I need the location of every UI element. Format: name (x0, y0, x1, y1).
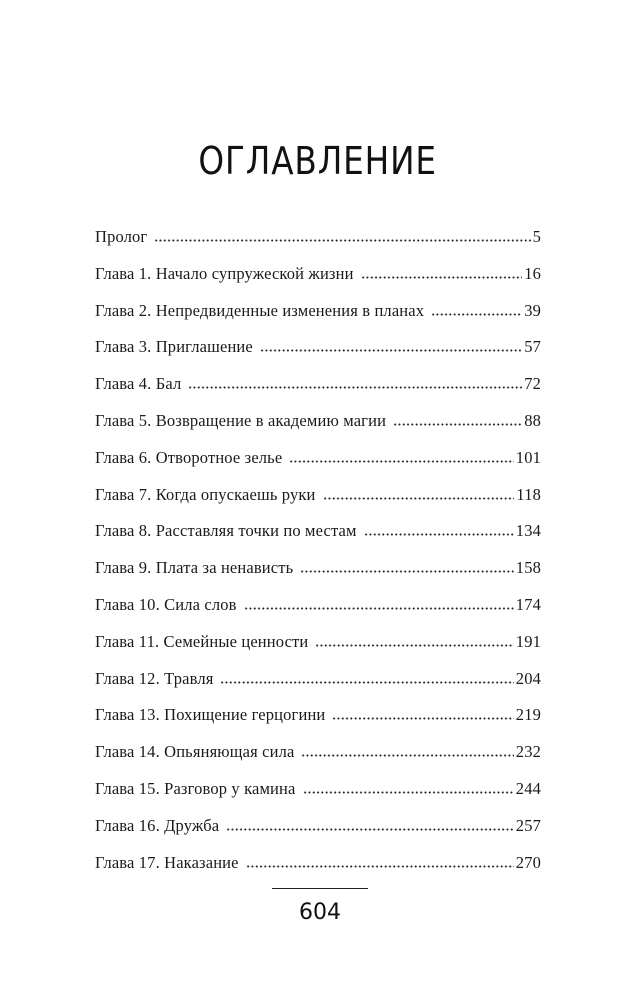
dot-leader (188, 386, 522, 389)
toc-entry (95, 587, 541, 624)
toc-entry-page: 191 (515, 631, 541, 651)
page-title (95, 136, 541, 186)
toc-entry-label: Глава 9. Плата за ненависть (95, 558, 294, 578)
toc-entry-label: Глава 6. Отворотное зелье (95, 447, 283, 467)
toc-entry (95, 624, 541, 661)
toc-entry-label: Глава 7. Когда опускаешь руки (95, 484, 316, 504)
toc-entry-page: 232 (515, 742, 541, 762)
toc-entry-page: 118 (516, 484, 541, 504)
toc-entry (95, 513, 541, 550)
toc-entry-page: 72 (524, 374, 541, 394)
dot-leader (289, 460, 513, 463)
toc-entry-page: 219 (515, 705, 541, 725)
toc-entry-page: 204 (515, 668, 541, 688)
toc-entry-page: 158 (515, 558, 541, 578)
toc-entry (95, 403, 541, 440)
toc-entry-label: Глава 10. Сила слов (95, 594, 237, 614)
toc-entry-label: Глава 15. Разговор у камина (95, 778, 296, 798)
toc-entry-label: Глава 4. Бал (95, 374, 182, 394)
toc-entry (95, 771, 541, 808)
toc-entry (95, 734, 541, 771)
dot-leader (244, 607, 514, 610)
toc-entry-label: Глава 2. Непредвиденные изменения в планах (95, 300, 425, 320)
toc-entry-page: 270 (515, 852, 541, 872)
toc-entry-page: 244 (515, 778, 541, 798)
toc-entry (95, 366, 541, 403)
table-of-contents (95, 219, 541, 881)
toc-entry-page: 88 (524, 410, 541, 430)
toc-entry (95, 440, 541, 477)
toc-entry-label: Глава 13. Похищение герцогини (95, 705, 326, 725)
toc-entry (95, 550, 541, 587)
dot-leader (226, 828, 514, 831)
dot-leader (260, 349, 522, 352)
toc-entry-label: Глава 11. Семейные ценности (95, 631, 309, 651)
toc-entry (95, 256, 541, 293)
dot-leader (393, 423, 522, 426)
toc-entry-page: 5 (532, 227, 541, 246)
toc-entry-label: Глава 16. Дружба (95, 815, 220, 835)
dot-leader (246, 865, 514, 868)
dot-leader (431, 313, 522, 316)
toc-entry-page: 174 (515, 594, 541, 614)
toc-entry-page: 101 (515, 447, 541, 467)
toc-entry-page: 257 (515, 815, 541, 835)
dot-leader (154, 239, 530, 242)
page-number: 604 (299, 900, 341, 925)
toc-entry-label: Глава 12. Травля (95, 668, 214, 688)
dot-leader (323, 497, 515, 500)
toc-entry (95, 661, 541, 698)
toc-entry-label: Пролог (95, 227, 148, 246)
toc-entry-label: Глава 17. Наказание (95, 852, 239, 872)
toc-entry (95, 697, 541, 734)
dot-leader (315, 644, 513, 647)
toc-entry (95, 293, 541, 330)
dot-leader (220, 681, 513, 684)
dot-leader (303, 791, 514, 794)
toc-entry-label: Глава 3. Приглашение (95, 337, 253, 357)
toc-entry (95, 219, 541, 256)
footer-divider (272, 888, 368, 889)
toc-entry (95, 845, 541, 882)
toc-entry-label: Глава 5. Возвращение в академию магии (95, 410, 387, 430)
toc-entry-page: 134 (515, 521, 541, 541)
dot-leader (364, 533, 514, 536)
page-title-text: ОГЛАВЛЕНИЕ (198, 139, 438, 183)
dot-leader (301, 754, 513, 757)
toc-entry (95, 477, 541, 514)
toc-entry-page: 39 (524, 300, 541, 320)
dot-leader (300, 570, 514, 573)
toc-entry (95, 808, 541, 845)
toc-entry-page: 57 (524, 337, 541, 357)
toc-entry-label: Глава 14. Опьяняющая сила (95, 742, 295, 762)
toc-entry-label: Глава 8. Расставляя точки по местам (95, 521, 357, 541)
toc-entry-page: 16 (524, 263, 541, 283)
toc-entry (95, 329, 541, 366)
dot-leader (361, 276, 523, 279)
toc-entry-label: Глава 1. Начало супружеской жизни (95, 263, 354, 283)
dot-leader (332, 717, 513, 720)
